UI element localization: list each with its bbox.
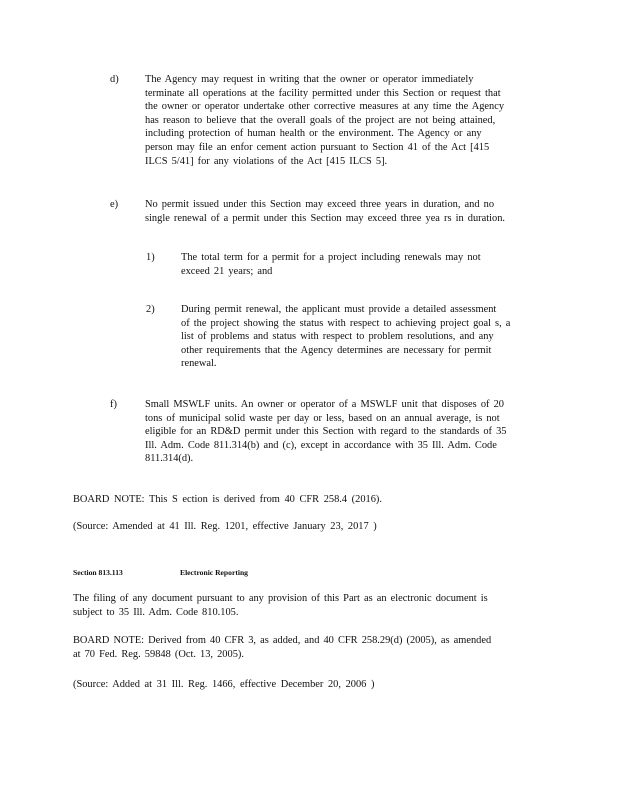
paragraph-line: The filing of any document pursuant to any provision of this Part as an electronic document is bbox=[73, 593, 488, 604]
paragraph-line: 811.314(d). bbox=[145, 453, 194, 465]
item-marker-f: f) bbox=[110, 399, 117, 410]
board-note: BOARD NOTE: This S ection is derived from 40 CFR 258.4 (2016). bbox=[73, 494, 382, 505]
paragraph-line: eligible for an RD&D permit under this Section with regard to the standards of 35 bbox=[145, 426, 507, 438]
paragraph-e2 bbox=[181, 303, 536, 371]
paragraph-e bbox=[145, 198, 533, 225]
paragraph-line: of the project showing the status with respect to achieving project goal s, a bbox=[181, 317, 511, 329]
paragraph-line: Ill. Adm. Code 811.314(b) and (c), except in accordance with 35 Ill. Adm. Code bbox=[145, 439, 497, 451]
source-note-2: (Source: Added at 31 Ill. Reg. 1466, effective December 20, 2006 ) bbox=[73, 679, 375, 690]
item-marker-e1: 1) bbox=[146, 252, 155, 263]
paragraph-d bbox=[145, 73, 533, 168]
paragraph-line: terminate all operations at the facility permitted under this Section or request that bbox=[145, 87, 501, 99]
paragraph-line: other requirements that the Agency determines are necessary for permit bbox=[181, 344, 492, 356]
paragraph-line: exceed 21 years; and bbox=[181, 265, 273, 277]
paragraph-line: person may file an enfor cement action pursuant to Section 41 of the Act [415 bbox=[145, 141, 490, 153]
paragraph-line: subject to 35 Ill. Adm. Code 810.105. bbox=[73, 606, 239, 618]
paragraph-line: BOARD NOTE: Derived from 40 CFR 3, as added, and 40 CFR 258.29(d) (2005), as amended bbox=[73, 635, 492, 646]
paragraph-line: renewal. bbox=[181, 358, 217, 370]
section-number: Section 813.113 bbox=[73, 568, 123, 577]
paragraph-line: at 70 Fed. Reg. 59848 (Oct. 13, 2005). bbox=[73, 648, 244, 660]
paragraph-line: The total term for a permit for a project including renewals may not bbox=[181, 252, 481, 263]
paragraph-line: the owner or operator undertake other corrective measures at any time the Agency bbox=[145, 101, 505, 113]
paragraph-line: single renewal of a permit under this Section may exceed three yea rs in duration. bbox=[145, 212, 506, 224]
item-marker-d: d) bbox=[110, 74, 119, 85]
paragraph-line: During permit renewal, the applicant must provide a detailed assessment bbox=[181, 304, 497, 315]
item-marker-e: e) bbox=[110, 199, 119, 210]
item-marker-e2: 2) bbox=[146, 304, 155, 315]
paragraph-line: Small MSWLF units. An owner or operator of a MSWLF unit that disposes of 20 bbox=[145, 399, 504, 410]
paragraph-line: tons of municipal solid waste per day or less, based on an annual average, is not bbox=[145, 412, 500, 424]
paragraph-line: including protection of human health or the environment. The Agency or any bbox=[145, 128, 482, 140]
paragraph-line: The Agency may request in writing that the owner or operator immediately bbox=[145, 74, 474, 85]
paragraph-line: list of problems and status with respect to problem resolutions, and any bbox=[181, 331, 494, 343]
filing-paragraph bbox=[73, 592, 528, 619]
paragraph-line: No permit issued under this Section may exceed three years in duration, and no bbox=[145, 199, 495, 210]
paragraph-line: ILCS 5/41] for any violations of the Act [415 ILCS 5]. bbox=[145, 155, 388, 167]
paragraph-line: has reason to believe that the overall goals of the project are not being attained, bbox=[145, 114, 496, 126]
section-title: Electronic Reporting bbox=[180, 568, 248, 577]
source-note: (Source: Amended at 41 Ill. Reg. 1201, effective January 23, 2017 ) bbox=[73, 521, 377, 532]
paragraph-e1 bbox=[181, 251, 511, 278]
board-note-2 bbox=[73, 634, 528, 661]
paragraph-f bbox=[145, 398, 540, 466]
